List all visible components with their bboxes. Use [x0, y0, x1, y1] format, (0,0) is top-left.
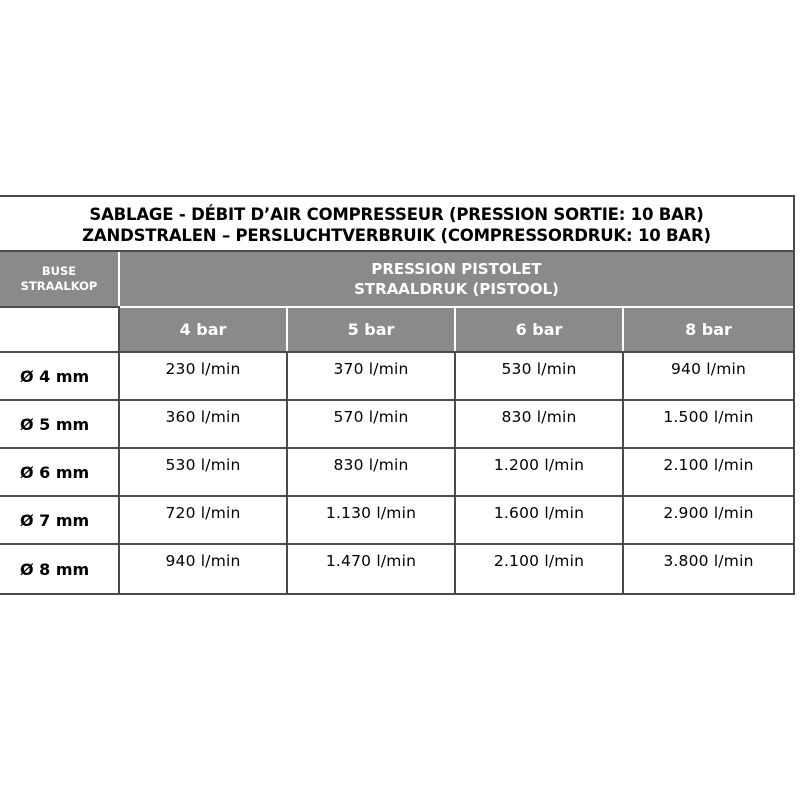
air-consumption-table: [0, 195, 795, 595]
table-row: [0, 351, 793, 399]
table-cell: 230 l/min: [120, 353, 288, 399]
table-subtitle: ZANDSTRALEN – PERSLUCHTVERBRUIK (COMPRESSORDRUK: 10 BAR): [82, 226, 711, 245]
table-cell: 570 l/min: [288, 401, 456, 447]
column-header-6-bar: 6 bar: [456, 306, 624, 351]
header-row: [0, 252, 793, 306]
pressure-columns-row: [0, 306, 793, 351]
table-cell: 830 l/min: [456, 401, 624, 447]
table-cell: 3.800 l/min: [663, 552, 754, 570]
table-title: SABLAGE - DÉBIT D’AIR COMPRESSEUR (PRESSION SORTIE: 10 BAR): [89, 205, 704, 224]
column-header-5-bar: 5 bar: [288, 306, 456, 351]
table-cell: 360 l/min: [120, 401, 288, 447]
table-cell: 1.600 l/min: [456, 497, 624, 543]
nozzle-size-label: Ø 8 mm: [0, 545, 120, 593]
nozzle-header: [0, 252, 120, 306]
table-cell: 940 l/min: [120, 545, 288, 593]
table-title-block: [0, 197, 793, 252]
table-cell: 2.100 l/min: [663, 456, 754, 474]
table-cell: 1.200 l/min: [456, 449, 624, 495]
column-header-4-bar: 4 bar: [120, 306, 288, 351]
nozzle-size-label: Ø 5 mm: [0, 401, 120, 447]
table-row: [0, 399, 793, 447]
table-cell: 2.900 l/min: [663, 504, 754, 522]
table-cell: 830 l/min: [288, 449, 456, 495]
pressure-header-line-1: PRESSION PISTOLET: [371, 260, 542, 278]
table-cell: 2.100 l/min: [456, 545, 624, 593]
table-cell: 530 l/min: [456, 353, 624, 399]
nozzle-header-line-1: BUSE: [41, 264, 77, 278]
table-cell: 370 l/min: [288, 353, 456, 399]
table-cell: 720 l/min: [120, 497, 288, 543]
column-header-8-bar: 8 bar: [624, 306, 793, 351]
table-cell: 530 l/min: [120, 449, 288, 495]
table-row: [0, 447, 793, 495]
pressure-group-header: [120, 252, 793, 306]
pressure-header-line-2: STRAALDRUK (PISTOOL): [354, 280, 559, 298]
blank-header-cell: [0, 306, 120, 351]
nozzle-size-label: Ø 6 mm: [0, 449, 120, 495]
table-row: [0, 495, 793, 543]
table-cell: 940 l/min: [670, 360, 747, 378]
table-cell: 1.500 l/min: [663, 408, 754, 426]
nozzle-header-line-2: STRAALKOP: [20, 279, 98, 293]
table-cell: 1.130 l/min: [288, 497, 456, 543]
table-cell: 1.470 l/min: [288, 545, 456, 593]
table-row: [0, 543, 793, 593]
nozzle-size-label: Ø 4 mm: [0, 353, 120, 399]
nozzle-size-label: Ø 7 mm: [0, 497, 120, 543]
